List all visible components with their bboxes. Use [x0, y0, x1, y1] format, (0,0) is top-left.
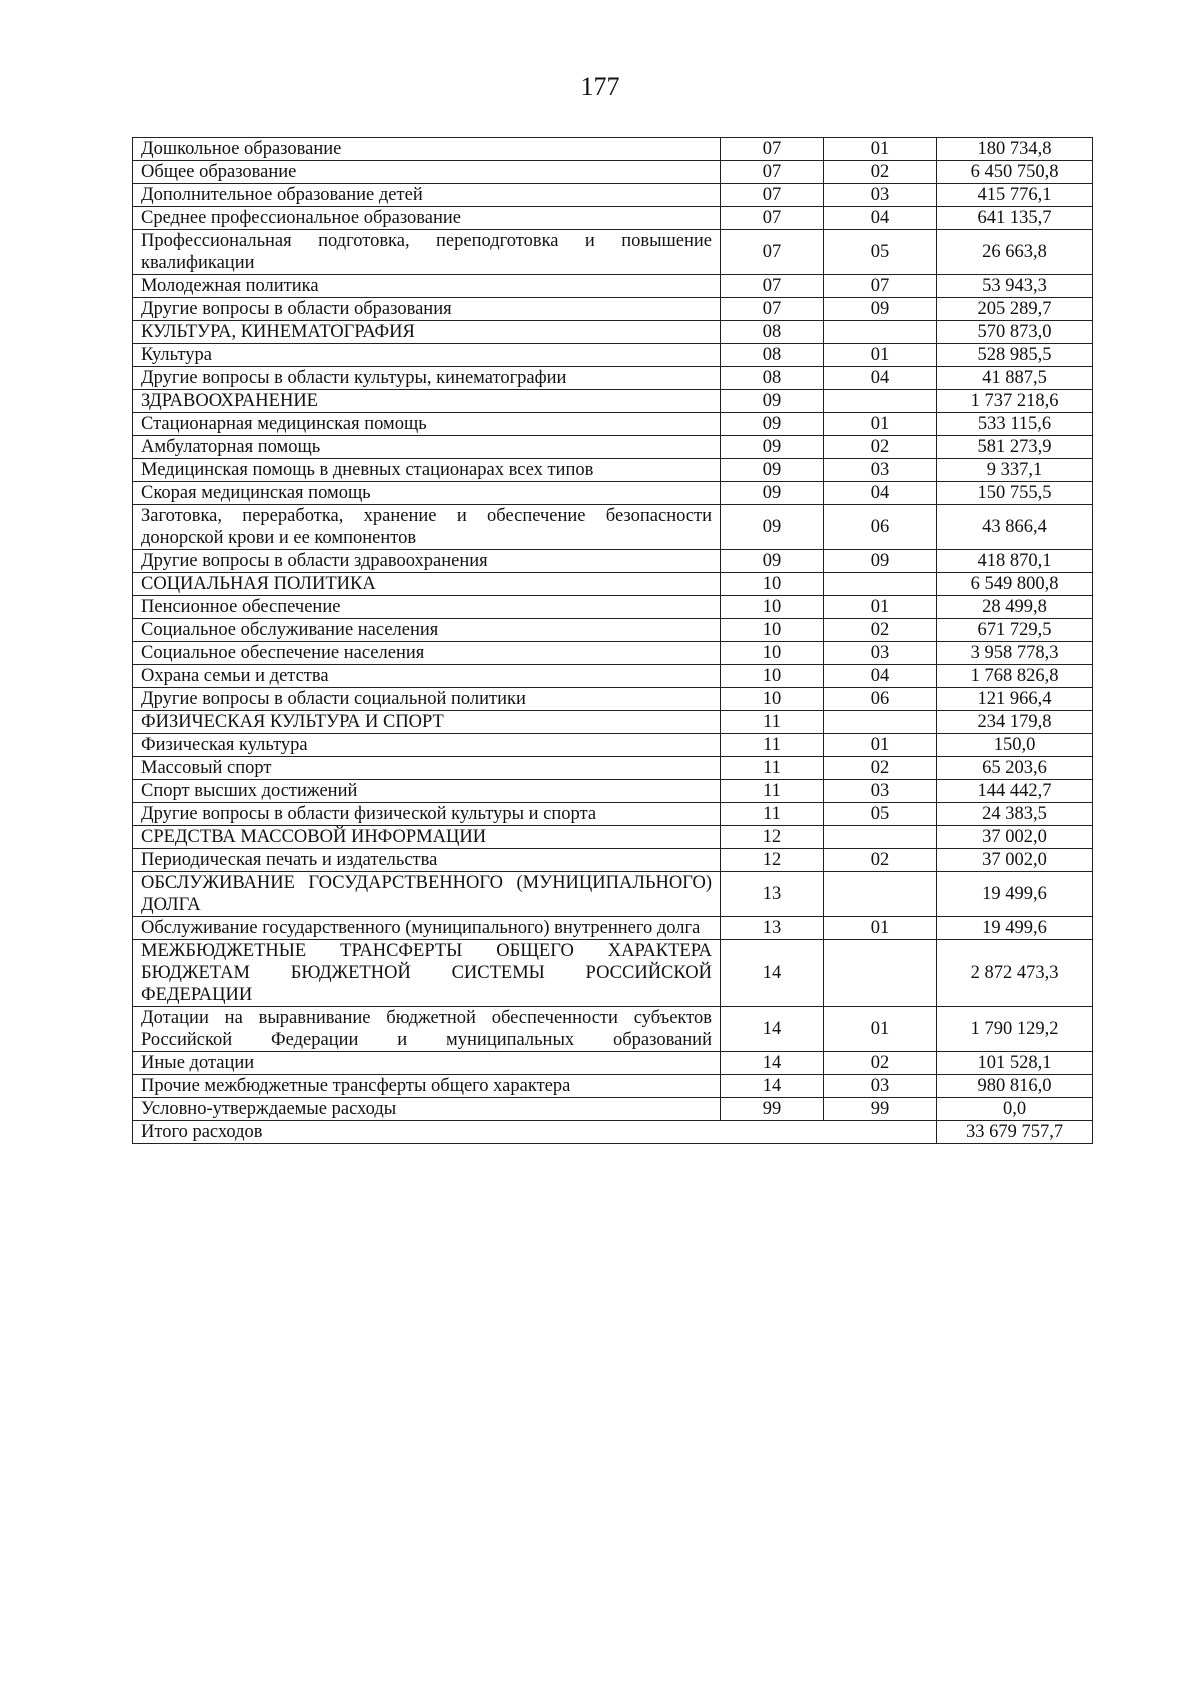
- row-name: Охрана семьи и детства: [133, 665, 721, 688]
- row-name: КУЛЬТУРА, КИНЕМАТОГРАФИЯ: [133, 321, 721, 344]
- table-row: [133, 826, 1093, 849]
- table-row: [133, 550, 1093, 573]
- row-name: МЕЖБЮДЖЕТНЫЕ ТРАНСФЕРТЫ ОБЩЕГО ХАРАКТЕРА БЮДЖЕТАМ БЮДЖЕТНОЙ СИСТЕМЫ РОССИЙСКОЙ ФЕДЕРАЦИИ: [133, 940, 721, 1007]
- row-subsection: 02: [824, 161, 937, 184]
- row-amount: 533 115,6: [937, 413, 1093, 436]
- row-amount: 121 966,4: [937, 688, 1093, 711]
- row-section: 11: [721, 711, 824, 734]
- row-amount: 41 887,5: [937, 367, 1093, 390]
- row-subsection: 01: [824, 917, 937, 940]
- row-section: 10: [721, 642, 824, 665]
- total-amount: 33 679 757,7: [937, 1121, 1093, 1144]
- row-amount: 28 499,8: [937, 596, 1093, 619]
- table-row: [133, 505, 1093, 550]
- row-section: 09: [721, 436, 824, 459]
- row-subsection: 04: [824, 482, 937, 505]
- row-amount: 415 776,1: [937, 184, 1093, 207]
- row-amount: 37 002,0: [937, 849, 1093, 872]
- table-row: [133, 138, 1093, 161]
- table-row: [133, 344, 1093, 367]
- row-name: ФИЗИЧЕСКАЯ КУЛЬТУРА И СПОРТ: [133, 711, 721, 734]
- row-subsection: 04: [824, 367, 937, 390]
- row-name: СОЦИАЛЬНАЯ ПОЛИТИКА: [133, 573, 721, 596]
- row-subsection: 03: [824, 1075, 937, 1098]
- row-name: Молодежная политика: [133, 275, 721, 298]
- row-amount: 418 870,1: [937, 550, 1093, 573]
- row-section: 07: [721, 275, 824, 298]
- table-body: [133, 138, 1093, 1144]
- row-section: 10: [721, 619, 824, 642]
- row-section: 14: [721, 1052, 824, 1075]
- row-amount: 144 442,7: [937, 780, 1093, 803]
- row-section: 08: [721, 367, 824, 390]
- row-section: 09: [721, 413, 824, 436]
- row-subsection: [824, 826, 937, 849]
- row-subsection: 03: [824, 642, 937, 665]
- row-name: Социальное обслуживание населения: [133, 619, 721, 642]
- expenditure-table: [132, 137, 1093, 1144]
- row-subsection: 99: [824, 1098, 937, 1121]
- row-subsection: 05: [824, 230, 937, 275]
- row-name: Среднее профессиональное образование: [133, 207, 721, 230]
- row-name: Культура: [133, 344, 721, 367]
- row-amount: 101 528,1: [937, 1052, 1093, 1075]
- row-amount: 26 663,8: [937, 230, 1093, 275]
- table-row: [133, 230, 1093, 275]
- row-amount: 180 734,8: [937, 138, 1093, 161]
- row-subsection: 09: [824, 550, 937, 573]
- row-name: Дополнительное образование детей: [133, 184, 721, 207]
- row-section: 10: [721, 665, 824, 688]
- table-row: [133, 161, 1093, 184]
- row-amount: 980 816,0: [937, 1075, 1093, 1098]
- row-amount: 150,0: [937, 734, 1093, 757]
- table-row: [133, 665, 1093, 688]
- table-row: [133, 1075, 1093, 1098]
- row-section: 07: [721, 161, 824, 184]
- total-row: [133, 1121, 1093, 1144]
- row-section: 07: [721, 230, 824, 275]
- row-section: 11: [721, 734, 824, 757]
- row-section: 07: [721, 138, 824, 161]
- row-subsection: 01: [824, 413, 937, 436]
- table-row: [133, 757, 1093, 780]
- table-row: [133, 184, 1093, 207]
- table-row: [133, 1007, 1093, 1052]
- row-subsection: 03: [824, 780, 937, 803]
- row-name: Другие вопросы в области культуры, кинематографии: [133, 367, 721, 390]
- row-section: 10: [721, 688, 824, 711]
- row-subsection: [824, 872, 937, 917]
- row-amount: 19 499,6: [937, 872, 1093, 917]
- row-name: Медицинская помощь в дневных стационарах всех типов: [133, 459, 721, 482]
- table-row: [133, 872, 1093, 917]
- row-name: Периодическая печать и издательства: [133, 849, 721, 872]
- row-name: ЗДРАВООХРАНЕНИЕ: [133, 390, 721, 413]
- row-amount: 43 866,4: [937, 505, 1093, 550]
- row-subsection: 02: [824, 436, 937, 459]
- row-name: Заготовка, переработка, хранение и обеспечение безопасности донорской крови и ее компонентов: [133, 505, 721, 550]
- row-subsection: 06: [824, 505, 937, 550]
- row-amount: 205 289,7: [937, 298, 1093, 321]
- row-section: 11: [721, 780, 824, 803]
- row-subsection: [824, 711, 937, 734]
- row-name: Массовый спорт: [133, 757, 721, 780]
- row-subsection: 04: [824, 207, 937, 230]
- row-amount: 65 203,6: [937, 757, 1093, 780]
- row-subsection: 01: [824, 138, 937, 161]
- row-amount: 6 450 750,8: [937, 161, 1093, 184]
- row-amount: 150 755,5: [937, 482, 1093, 505]
- row-subsection: [824, 940, 937, 1007]
- row-name: Другие вопросы в области физической культуры и спорта: [133, 803, 721, 826]
- row-name: Амбулаторная помощь: [133, 436, 721, 459]
- row-name: Другие вопросы в области образования: [133, 298, 721, 321]
- table-row: [133, 734, 1093, 757]
- total-label: Итого расходов: [133, 1121, 937, 1144]
- table-row: [133, 367, 1093, 390]
- row-section: 09: [721, 550, 824, 573]
- row-name: Обслуживание государственного (муниципального) внутреннего долга: [133, 917, 721, 940]
- row-section: 14: [721, 940, 824, 1007]
- row-name: Дотации на выравнивание бюджетной обеспеченности субъектов Российской Федерации и муниципальных образований: [133, 1007, 721, 1052]
- row-section: 13: [721, 917, 824, 940]
- table-row: [133, 413, 1093, 436]
- page-number: 177: [580, 72, 620, 101]
- row-section: 09: [721, 482, 824, 505]
- row-section: 10: [721, 596, 824, 619]
- row-section: 09: [721, 505, 824, 550]
- row-subsection: 02: [824, 619, 937, 642]
- row-section: 11: [721, 757, 824, 780]
- table-row: [133, 596, 1093, 619]
- table-row: [133, 642, 1093, 665]
- table-row: [133, 390, 1093, 413]
- table-row: [133, 275, 1093, 298]
- table-row: [133, 459, 1093, 482]
- table-row: [133, 917, 1093, 940]
- row-section: 14: [721, 1007, 824, 1052]
- row-section: 12: [721, 826, 824, 849]
- row-name: Общее образование: [133, 161, 721, 184]
- row-subsection: 02: [824, 1052, 937, 1075]
- table-row: [133, 1052, 1093, 1075]
- row-subsection: 06: [824, 688, 937, 711]
- table-row: [133, 298, 1093, 321]
- row-subsection: 07: [824, 275, 937, 298]
- row-amount: 528 985,5: [937, 344, 1093, 367]
- row-subsection: 03: [824, 184, 937, 207]
- row-name: Физическая культура: [133, 734, 721, 757]
- row-section: 12: [721, 849, 824, 872]
- table-row: [133, 573, 1093, 596]
- row-subsection: [824, 573, 937, 596]
- table-row: [133, 1098, 1093, 1121]
- table-row: [133, 688, 1093, 711]
- row-name: Другие вопросы в области социальной политики: [133, 688, 721, 711]
- row-name: Профессиональная подготовка, переподготовка и повышение квалификации: [133, 230, 721, 275]
- table-row: [133, 940, 1093, 1007]
- row-amount: 19 499,6: [937, 917, 1093, 940]
- row-subsection: 01: [824, 344, 937, 367]
- row-section: 14: [721, 1075, 824, 1098]
- row-subsection: 01: [824, 596, 937, 619]
- row-name: Иные дотации: [133, 1052, 721, 1075]
- row-section: 99: [721, 1098, 824, 1121]
- row-name: Пенсионное обеспечение: [133, 596, 721, 619]
- table-row: [133, 711, 1093, 734]
- row-name: СРЕДСТВА МАССОВОЙ ИНФОРМАЦИИ: [133, 826, 721, 849]
- row-subsection: 01: [824, 1007, 937, 1052]
- row-subsection: [824, 321, 937, 344]
- row-name: ОБСЛУЖИВАНИЕ ГОСУДАРСТВЕННОГО (МУНИЦИПАЛЬНОГО) ДОЛГА: [133, 872, 721, 917]
- row-subsection: 04: [824, 665, 937, 688]
- table-row: [133, 482, 1093, 505]
- row-amount: 0,0: [937, 1098, 1093, 1121]
- table-row: [133, 619, 1093, 642]
- row-section: 09: [721, 390, 824, 413]
- row-amount: 6 549 800,8: [937, 573, 1093, 596]
- row-name: Социальное обеспечение населения: [133, 642, 721, 665]
- row-subsection: 02: [824, 757, 937, 780]
- row-amount: 37 002,0: [937, 826, 1093, 849]
- row-name: Другие вопросы в области здравоохранения: [133, 550, 721, 573]
- row-subsection: 01: [824, 734, 937, 757]
- row-amount: 3 958 778,3: [937, 642, 1093, 665]
- table-row: [133, 803, 1093, 826]
- table-row: [133, 780, 1093, 803]
- row-name: Спорт высших достижений: [133, 780, 721, 803]
- row-subsection: 02: [824, 849, 937, 872]
- table-row: [133, 207, 1093, 230]
- table-row: [133, 436, 1093, 459]
- row-subsection: 09: [824, 298, 937, 321]
- row-section: 08: [721, 321, 824, 344]
- row-name: Стационарная медицинская помощь: [133, 413, 721, 436]
- row-section: 11: [721, 803, 824, 826]
- row-amount: 234 179,8: [937, 711, 1093, 734]
- row-amount: 24 383,5: [937, 803, 1093, 826]
- row-section: 13: [721, 872, 824, 917]
- row-name: Условно-утверждаемые расходы: [133, 1098, 721, 1121]
- row-section: 08: [721, 344, 824, 367]
- row-name: Прочие межбюджетные трансферты общего характера: [133, 1075, 721, 1098]
- row-amount: 9 337,1: [937, 459, 1093, 482]
- row-amount: 1 737 218,6: [937, 390, 1093, 413]
- row-amount: 671 729,5: [937, 619, 1093, 642]
- row-amount: 53 943,3: [937, 275, 1093, 298]
- row-subsection: 03: [824, 459, 937, 482]
- row-section: 07: [721, 207, 824, 230]
- row-amount: 2 872 473,3: [937, 940, 1093, 1007]
- row-amount: 1 768 826,8: [937, 665, 1093, 688]
- row-amount: 641 135,7: [937, 207, 1093, 230]
- row-amount: 570 873,0: [937, 321, 1093, 344]
- row-section: 07: [721, 184, 824, 207]
- row-name: Дошкольное образование: [133, 138, 721, 161]
- row-section: 07: [721, 298, 824, 321]
- table-row: [133, 849, 1093, 872]
- row-subsection: 05: [824, 803, 937, 826]
- row-amount: 1 790 129,2: [937, 1007, 1093, 1052]
- row-name: Скорая медицинская помощь: [133, 482, 721, 505]
- row-subsection: [824, 390, 937, 413]
- row-section: 09: [721, 459, 824, 482]
- row-amount: 581 273,9: [937, 436, 1093, 459]
- table-row: [133, 321, 1093, 344]
- row-section: 10: [721, 573, 824, 596]
